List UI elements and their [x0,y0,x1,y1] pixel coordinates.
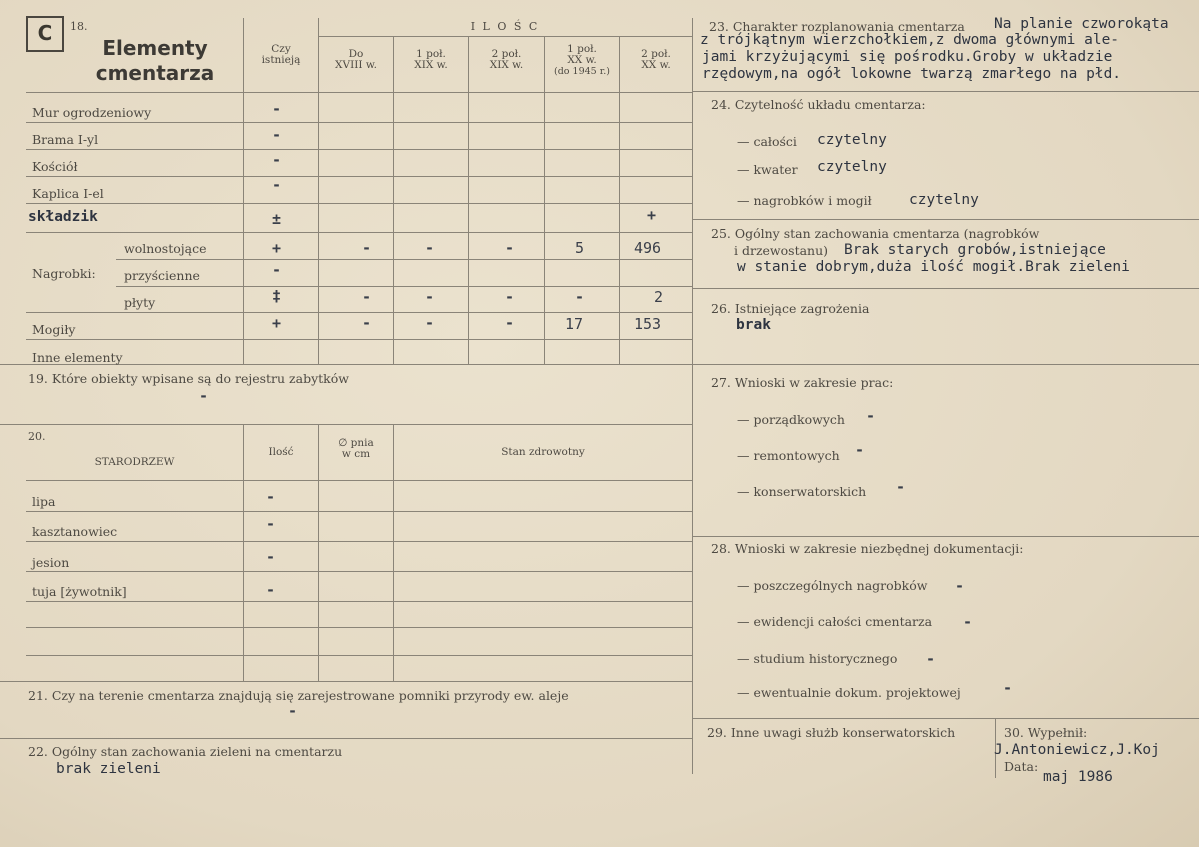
row-line [26,541,692,542]
row-line [318,36,692,37]
row-line [26,232,692,233]
s27-value-3: - [896,478,906,496]
col-header-5 [620,49,692,71]
s25-value-2: w stanie dobrym,duża ilość mogił.Brak zieleni [737,259,1130,275]
ilosc-header: I L O Ś C [470,20,540,33]
col3-l1: 2 poł. [491,48,522,60]
s27-label: 27. Wnioski w zakresie prac: [711,375,894,390]
row-line [26,122,692,123]
s30-value: J.Antoniewicz,J.Koj [994,742,1160,758]
row-line [26,571,692,572]
s25-value-1: Brak starych grobów,istniejące [844,242,1106,258]
s24-kwater-value: czytelny [817,159,887,175]
kaplica-czy: - [272,176,282,194]
mogily-c5: 153 [634,315,662,333]
row-line [26,339,692,340]
s28-item-4: — ewentualnie dokum. projektowej [737,685,961,700]
tree-name: jesion [32,555,70,570]
s27-item-3: — konserwatorskich [737,484,867,499]
wolno-c3: - [505,239,515,257]
col5-l2: XX w. [641,59,671,71]
tree-ilosc: - [266,488,276,506]
col1-l1: Do [348,48,364,60]
row-line [692,536,1199,537]
tree-ilosc: - [266,515,276,533]
row-line [26,511,692,512]
s23-label: 23. Charakter rozplanowania cmentarza [709,19,965,34]
row-line [26,601,692,602]
s30-data-value: maj 1986 [1043,769,1113,785]
row-label-kaplica: Kaplica I-el [32,186,104,201]
row-label-wolno: wolnostojące [124,241,207,256]
col2-l2: XIX w. [414,59,448,71]
tree-name: kasztanowiec [32,524,118,539]
col5-l1: 2 poł. [641,48,671,60]
s28-value-1: - [955,577,965,595]
col-header-1 [319,49,393,71]
col4-l1: 1 poł. [567,43,597,55]
col-header-3 [469,49,544,71]
s27-item-1: — porządkowych [737,412,845,427]
row-label-skladzik: składzik [28,209,98,225]
s20-number: 20. [28,430,46,443]
col4-l2: XX w. [567,54,597,66]
s19-value: - [199,387,209,405]
col-line [243,424,244,681]
s23-value-1: Na planie czworokąta [994,16,1169,32]
row-label-brama: Brama I-yl [32,132,99,147]
row-line [0,738,692,739]
s19-label: 19. Które obiekty wpisane są do rejestru zabytków [28,371,349,386]
col-line [393,424,394,681]
col-line [393,36,394,364]
plyty-czy: ‡ [272,287,282,305]
col-line [468,36,469,364]
row-line [116,286,692,287]
czy-header-l1: Czy [271,43,291,55]
s24-nagrobkow-value: czytelny [909,192,979,208]
row-line [692,288,1199,289]
wolno-czy: + [272,239,282,257]
czy-header [244,44,318,66]
row-label-inne: Inne elementy [32,350,123,365]
row-label-przysc: przyścienne [124,268,200,283]
title-line-1: Elementy [102,36,208,60]
col-header-4 [545,44,619,77]
row-line [0,364,1199,365]
s28-value-3: - [926,650,936,668]
s25-label-1: 25. Ogólny stan zachowania cmentarza (nagrobków [711,226,1040,241]
plyty-c2: - [425,288,435,306]
s20-col-ilosc: Ilość [268,446,294,458]
section-number: 18. [70,20,88,33]
col2-l1: 1 poł. [416,48,446,60]
skladzik-czy: ± [272,210,282,228]
mogily-c2: - [425,314,435,332]
kosciol-czy: - [272,151,282,169]
nagrobki-label: Nagrobki: [32,266,96,281]
row-line [26,92,692,93]
col3-l2: XIX w. [489,59,524,71]
plyty-c5: 2 [654,288,664,306]
brama-czy: - [272,126,282,144]
wolno-c4: 5 [575,239,585,257]
s26-label: 26. Istniejące zagrożenia [711,301,870,316]
row-line [26,203,692,204]
s24-label: 24. Czytelność układu cmentarza: [711,97,926,112]
row-line [26,149,692,150]
row-label-plyty: płyty [124,295,156,310]
s23-value-3: jami krzyżującymi się pośrodku.Groby w układzie [702,49,1113,65]
s24-calosci: — całości [737,134,797,149]
s28-item-1: — poszczególnych nagrobków [737,578,928,593]
row-line [0,681,692,682]
plyty-c4: - [575,288,585,306]
col1-l2: XVIII w. [335,59,377,71]
row-label-kosciol: Kościół [32,159,78,174]
s22-label: 22. Ogólny stan zachowania zieleni na cmentarzu [28,744,343,759]
wolno-c5: 496 [634,239,662,257]
s26-value: brak [736,317,771,333]
center-divider [692,18,693,774]
s27-value-1: - [866,407,876,425]
s20-col-pnia [319,438,393,460]
s30-data-label: Data: [1004,759,1039,774]
category-letter: C [37,21,53,45]
row-line [26,312,692,313]
category-box [26,16,64,52]
tree-ilosc: - [266,548,276,566]
s24-nagrobkow: — nagrobków i mogił [737,193,872,208]
col-line [544,36,545,364]
przysc-czy: - [272,261,282,279]
tree-name: lipa [32,494,56,509]
row-line [692,91,1199,92]
wolno-c1: - [362,239,372,257]
s20-header: STARODRZEW [94,456,175,468]
s28-label: 28. Wnioski w zakresie niezbędnej dokumentacji: [711,541,1024,556]
skladzik-c5: + [647,206,657,224]
row-line [692,219,1199,220]
plyty-c3: - [505,288,515,306]
s28-item-2: — ewidencji całości cmentarza [737,614,933,629]
s27-value-2: - [855,441,865,459]
title-line-2: cmentarza [95,61,215,85]
s30-label: 30. Wypełnił: [1004,725,1088,740]
s25-label-2: i drzewostanu) [734,243,829,258]
s23-value-2: z trójkątnym wierzchołkiem,z dwoma głównymi ale- [700,32,1120,48]
col-line [318,424,319,681]
wolno-c2: - [425,239,435,257]
s20-col-stan: Stan zdrowotny [501,446,585,458]
row-line [116,259,692,260]
row-line [0,424,692,425]
row-line [26,176,692,177]
s20-col-pnia-l2: w cm [341,448,371,460]
col-header-2 [394,49,468,71]
s27-item-2: — remontowych [737,448,840,463]
s21-value: - [288,702,298,720]
mogily-c3: - [505,314,515,332]
s24-kwater: — kwater [737,162,798,177]
s29-label: 29. Inne uwagi służb konserwatorskich [707,725,956,740]
col-line [619,36,620,364]
s24-calosci-value: czytelny [817,132,887,148]
mur-czy: - [272,100,282,118]
s21-label: 21. Czy na terenie cmentarza znajdują się zarejestrowane pomniki przyrody ew. aleje [28,688,569,703]
row-label-mogily: Mogiły [32,322,76,337]
s28-value-4: - [1003,679,1013,697]
s22-value: brak zieleni [56,761,161,777]
czy-header-l2: istnieją [261,54,301,66]
tree-name: tuja [żywotnik] [32,584,127,599]
row-line [26,627,692,628]
mogily-c4: 17 [565,315,584,333]
row-label-mur: Mur ogrodzeniowy [32,105,152,120]
s23-value-4: rzędowym,na ogół lokowne twarzą zmarłego na płd. [702,66,1122,82]
row-line [692,718,1199,719]
s28-item-3: — studium historycznego [737,651,898,666]
col4-l3: (do 1945 r.) [554,66,610,77]
row-line [26,480,692,481]
mogily-c1: - [362,314,372,332]
row-line [26,655,692,656]
plyty-c1: - [362,288,372,306]
tree-ilosc: - [266,581,276,599]
s20-col-pnia-l1: ∅ pnia [338,437,374,449]
s28-value-2: - [963,613,973,631]
mogily-czy: + [272,314,282,332]
